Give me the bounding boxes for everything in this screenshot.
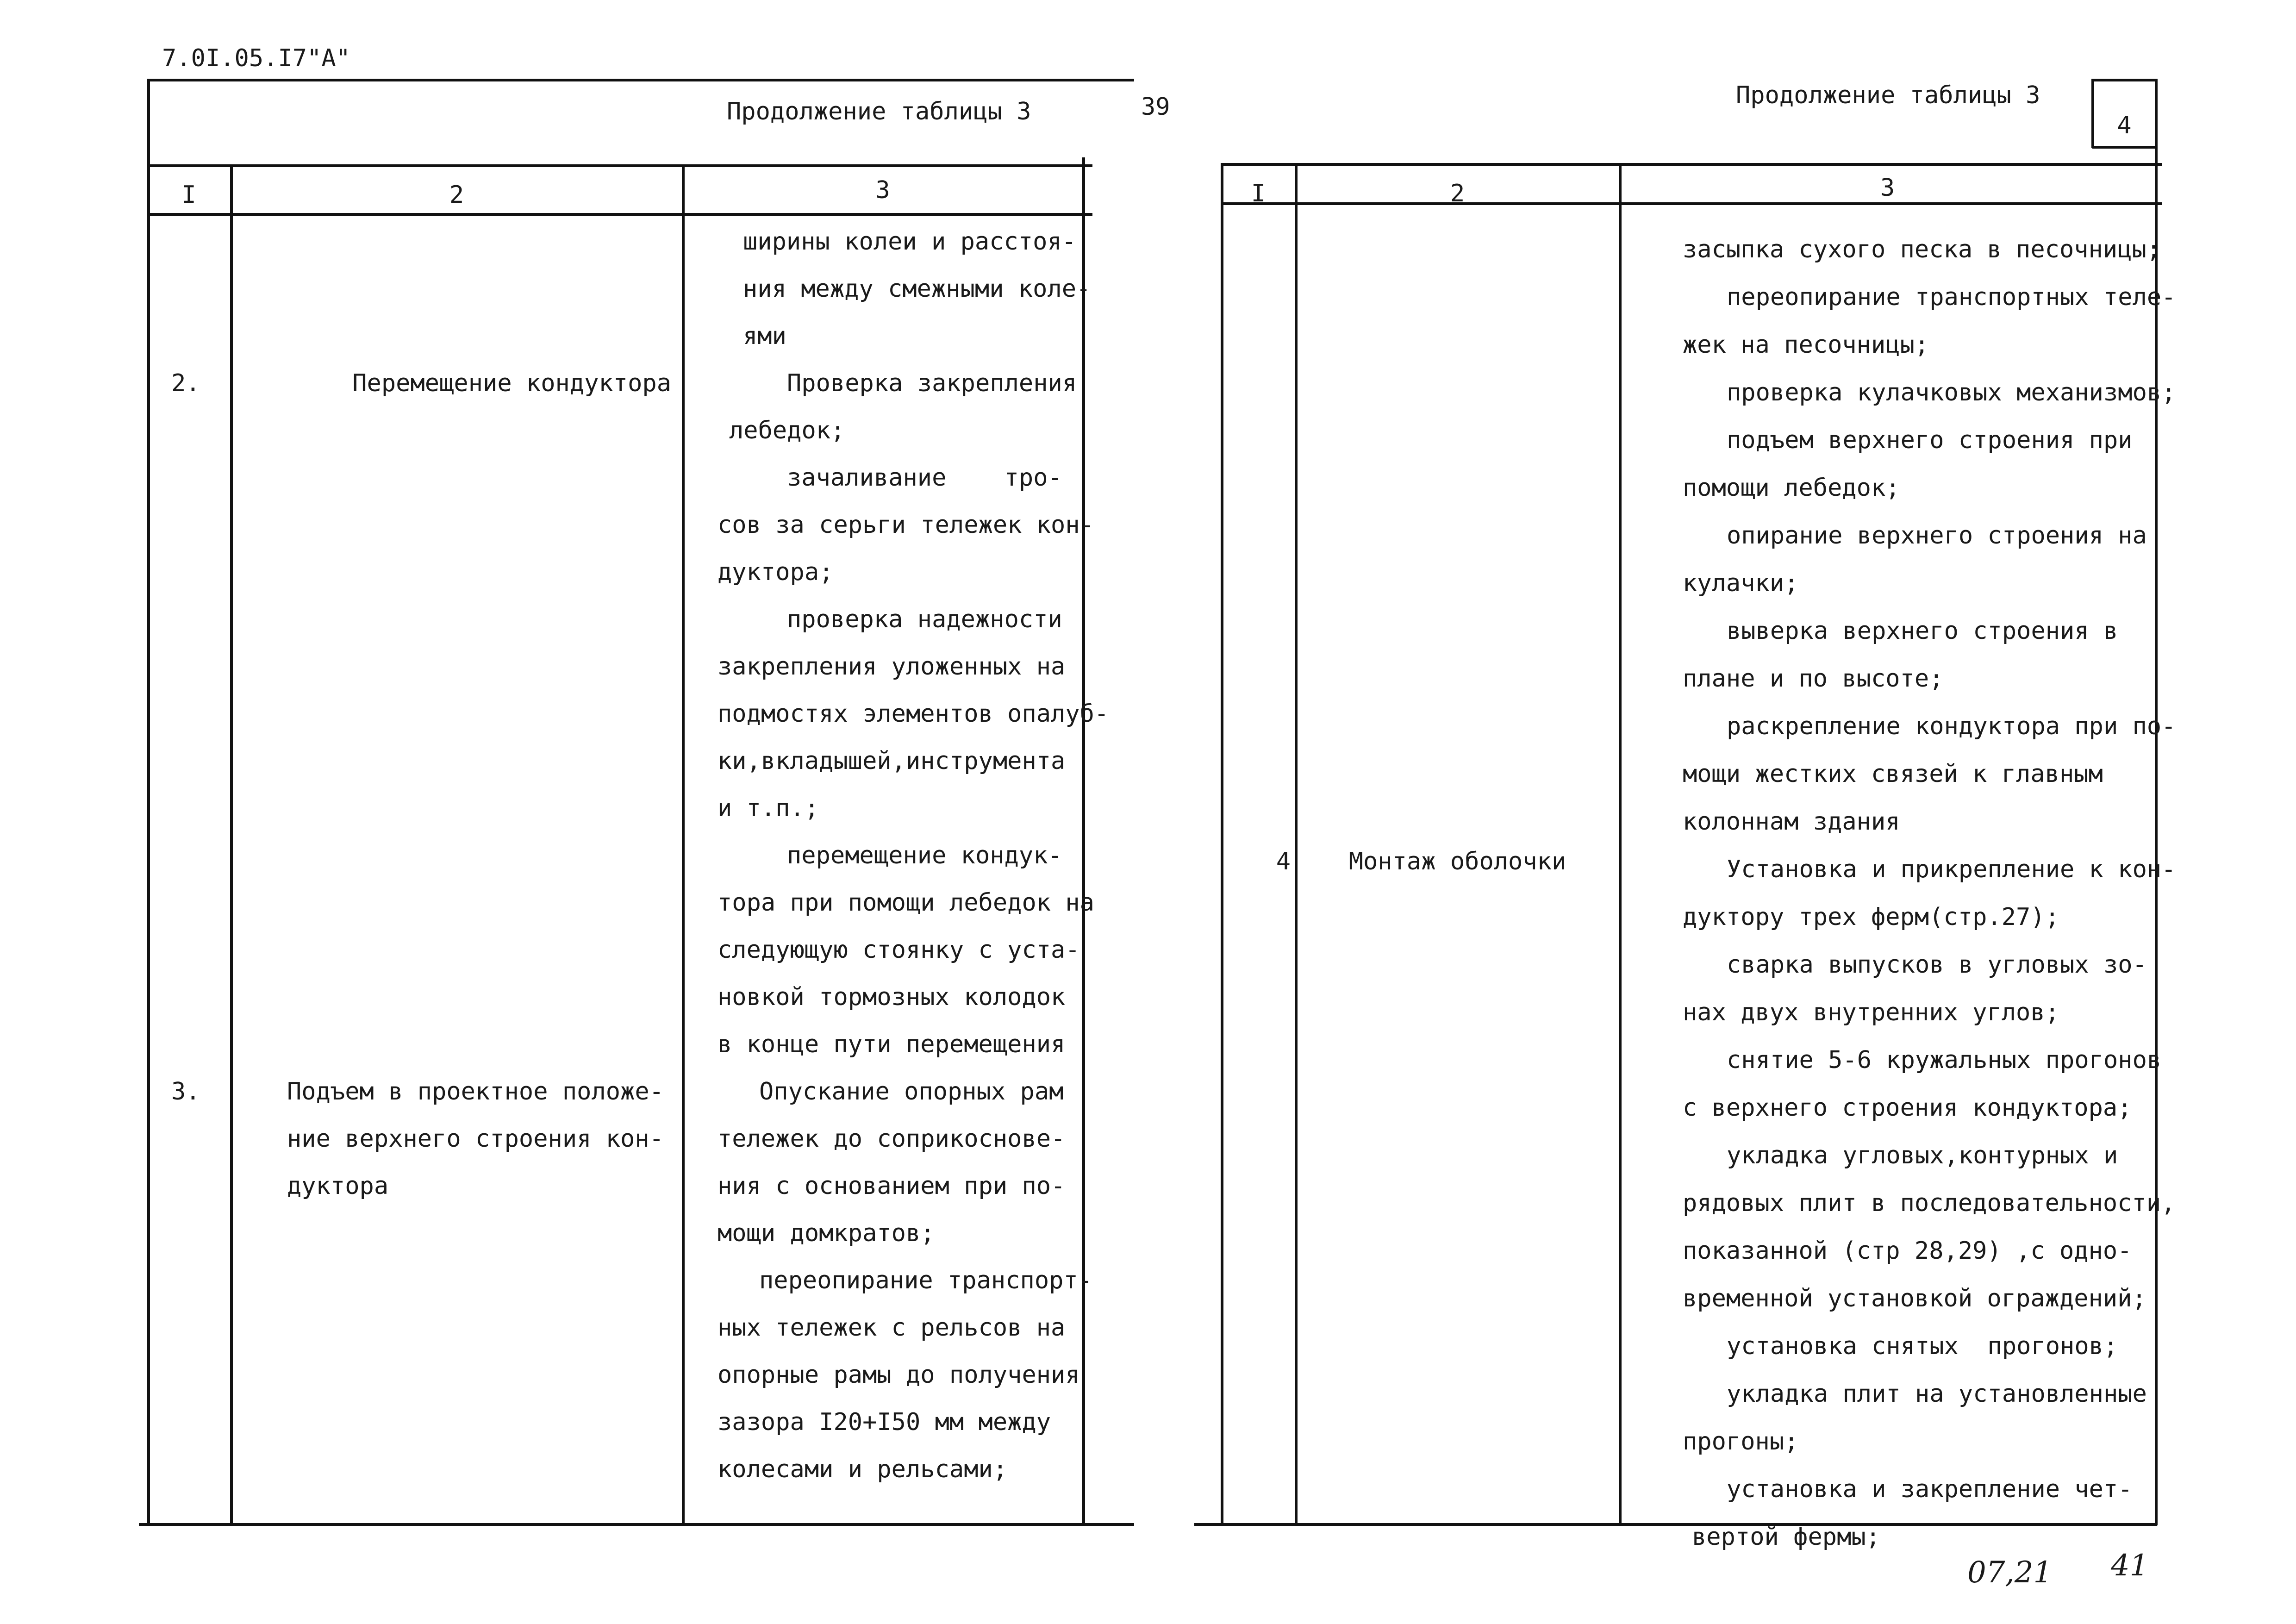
- table-cell-line: укладка угловых,контурных и: [1727, 1142, 2118, 1169]
- table-cell-line: лебедок;: [729, 417, 845, 444]
- table-cell-line: с верхнего строения кондуктора;: [1683, 1094, 2132, 1122]
- row-operation: Перемещение кондуктора: [352, 369, 671, 397]
- table-cell-line: укладка плит на установленные: [1727, 1380, 2147, 1408]
- right-header-col2: 2: [1450, 180, 1465, 207]
- table-cell-line: ных тележек с рельсов на: [718, 1314, 1066, 1342]
- table-cell-line: дуктора;: [718, 558, 834, 586]
- document-code: 7.0I.05.I7"A": [162, 44, 350, 72]
- table-cell-line: установка и закрепление чет-: [1727, 1475, 2133, 1503]
- left-header-col1: I: [181, 181, 196, 209]
- right-header-col3: 3: [1880, 174, 1895, 202]
- table-cell-line: проверка надежности: [787, 606, 1062, 633]
- table-cell-line: закрепления уложенных на: [718, 653, 1066, 681]
- row-operation-line: ние верхнего строения кон-: [287, 1125, 664, 1153]
- right-table-caption: Продолжение таблицы 3: [1736, 81, 2040, 109]
- table-cell-line: опорные рамы до получения: [718, 1361, 1080, 1389]
- table-cell-line: показанной (стр 28,29) ,с одно-: [1683, 1237, 2132, 1265]
- table-cell-line: сварка выпусков в угловых зо-: [1727, 951, 2147, 979]
- row-operation-line: Подъем в проектное положе-: [287, 1078, 664, 1106]
- table-cell-line: вертой фермы;: [1692, 1523, 1880, 1551]
- table-cell-line: в конце пути перемещения: [718, 1031, 1066, 1058]
- table-cell-line: мощи домкратов;: [718, 1219, 935, 1247]
- table-cell-line: засыпка сухого песка в песочницы;: [1683, 236, 2161, 263]
- table-cell-line: переопирание транспортных теле-: [1727, 283, 2176, 311]
- table-cell-line: опирание верхнего строения на: [1727, 522, 2147, 550]
- table-cell-line: следующую стоянку с уста-: [718, 936, 1080, 964]
- table-cell-line: временной установкой ограждений;: [1683, 1285, 2146, 1312]
- left-header-col2: 2: [449, 181, 464, 209]
- table-cell-line: Проверка закрепления: [787, 369, 1077, 397]
- table-cell-line: Установка и прикрепление к кон-: [1727, 856, 2176, 883]
- row-number: 2.: [171, 369, 200, 397]
- table-cell-line: раскрепление кондуктора при по-: [1727, 712, 2176, 740]
- row-operation-line: дуктора: [287, 1172, 389, 1200]
- table-cell-line: ширины колеи и расстоя-: [743, 228, 1077, 256]
- table-cell-line: плане и по высоте;: [1683, 665, 1944, 693]
- table-cell-line: ки,вкладышей,инструмента: [718, 747, 1066, 775]
- sheet-number: 4: [2117, 112, 2132, 139]
- table-cell-line: дуктору трех ферм(стр.27);: [1683, 903, 2059, 931]
- table-cell-line: установка снятых прогонов;: [1727, 1332, 2118, 1360]
- table-cell-line: перемещение кондук-: [787, 842, 1062, 869]
- table-cell-line: и т.п.;: [718, 794, 819, 822]
- handwritten-note-right: 41: [2111, 1549, 2149, 1583]
- row-number: 3.: [171, 1078, 200, 1106]
- row-operation: Монтаж оболочки: [1348, 848, 1566, 875]
- table-cell-line: рядовых плит в последовательности,: [1683, 1189, 2176, 1217]
- table-cell-line: нах двух внутренних углов;: [1683, 999, 2059, 1026]
- table-cell-line: зазора I20+I50 мм между: [718, 1408, 1051, 1436]
- table-cell-line: ями: [743, 322, 786, 350]
- table-cell-line: Опускание опорных рам: [759, 1078, 1064, 1106]
- table-cell-line: ния между смежными коле-: [743, 275, 1091, 303]
- table-cell-line: колоннам здания: [1683, 808, 1900, 836]
- table-cell-line: снятие 5-6 кружальных прогонов: [1727, 1046, 2162, 1074]
- row-number: 4: [1276, 848, 1291, 875]
- table-cell-line: новкой тормозных колодок: [718, 983, 1066, 1011]
- left-table-caption: Продолжение таблицы 3: [727, 98, 1031, 125]
- table-cell-line: жек на песочницы;: [1683, 331, 1929, 359]
- table-cell-line: подъем верхнего строения при: [1727, 426, 2133, 454]
- page-number: 39: [1141, 93, 1170, 121]
- table-cell-line: кулачки;: [1683, 569, 1799, 597]
- table-cell-line: выверка верхнего строения в: [1727, 617, 2118, 645]
- table-cell-line: тора при помощи лебедок на: [718, 889, 1094, 917]
- table-cell-line: ния с основанием при по-: [718, 1172, 1066, 1200]
- left-header-col3: 3: [875, 176, 890, 204]
- table-cell-line: колесами и рельсами;: [718, 1455, 1008, 1483]
- handwritten-note-left: 07,21: [1967, 1555, 2053, 1590]
- table-cell-line: прогоны;: [1683, 1428, 1799, 1455]
- table-cell-line: помощи лебедок;: [1683, 474, 1900, 502]
- table-cell-line: зачаливание тро-: [787, 464, 1062, 492]
- table-cell-line: подмостях элементов опалуб-: [718, 700, 1109, 728]
- table-cell-line: мощи жестких связей к главным: [1683, 760, 2103, 788]
- right-header-col1: I: [1251, 180, 1266, 207]
- table-cell-line: тележек до соприкоснове-: [718, 1125, 1066, 1153]
- table-cell-line: переопирание транспорт-: [759, 1267, 1093, 1294]
- table-cell-line: проверка кулачковых механизмов;: [1727, 379, 2176, 406]
- table-cell-line: сов за серьги тележек кон-: [718, 511, 1094, 539]
